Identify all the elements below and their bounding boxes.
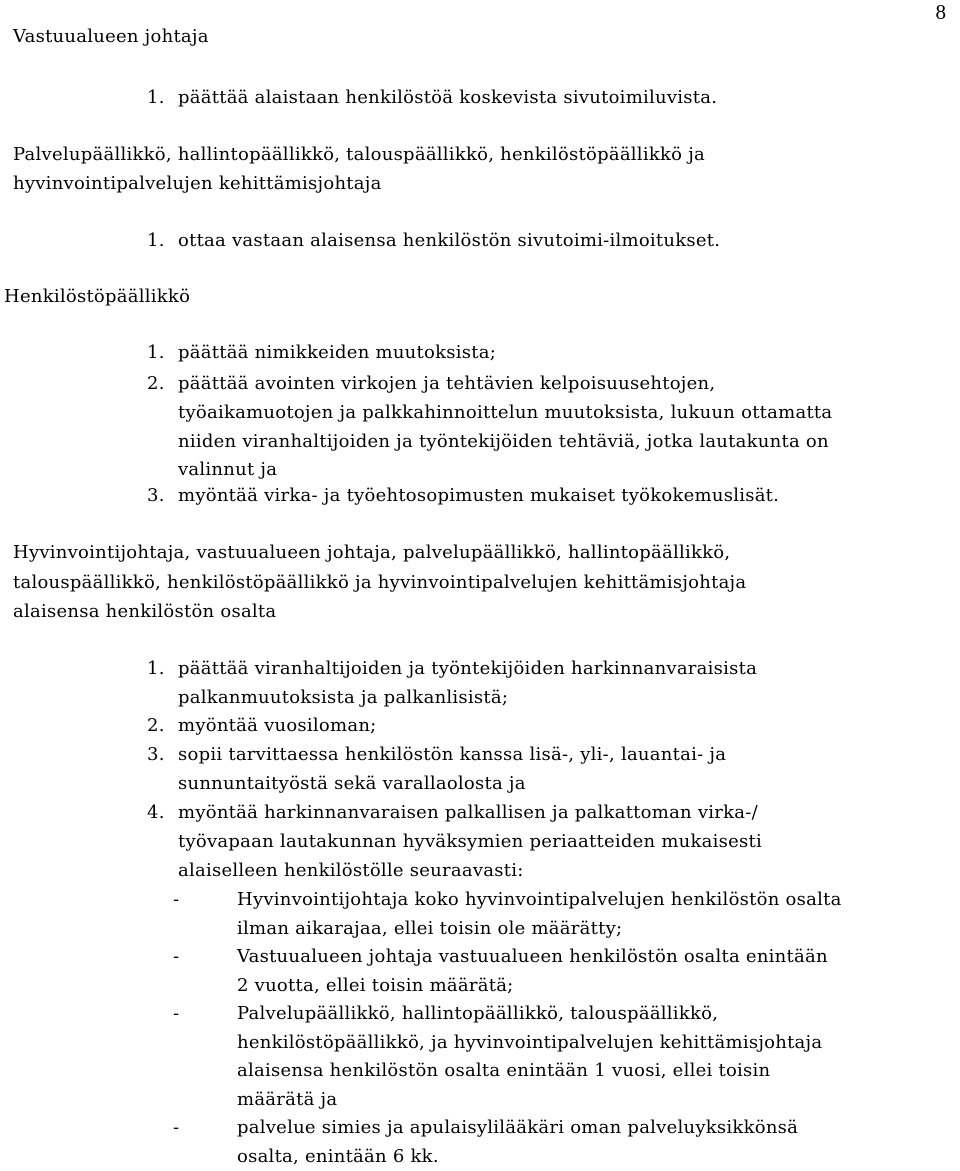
item-number: 2.	[147, 373, 165, 394]
item-number: 3.	[147, 744, 165, 765]
item-text: päättää viranhaltijoiden ja työntekijöiden harkinnanvaraisista	[178, 658, 758, 679]
sub-item-text: 2 vuotta, ellei toisin määrätä;	[237, 975, 514, 996]
item-number: 1.	[147, 230, 165, 251]
sub-item-dash: -	[173, 889, 180, 910]
heading-palvelupaallikko-line-1: Palvelupäällikkö, hallintopäällikkö, talouspäällikkö, henkilöstöpäällikkö ja	[13, 144, 706, 165]
sub-item-text: Palvelupäällikkö, hallintopäällikkö, talouspäällikkö,	[237, 1003, 719, 1024]
sub-item-dash: -	[173, 1003, 180, 1024]
sub-item-text: Vastuualueen johtaja vastuualueen henkilöstön osalta enintään	[237, 946, 828, 967]
item-text: päättää alaistaan henkilöstöä koskevista sivutoimiluvista.	[178, 87, 718, 108]
item-number: 3.	[147, 485, 165, 506]
item-text: myöntää vuosiloman;	[178, 715, 377, 736]
item-text: ottaa vastaan alaisensa henkilöstön sivutoimi-ilmoitukset.	[178, 230, 721, 251]
item-number: 1.	[147, 342, 165, 363]
item-number: 4.	[147, 802, 165, 823]
item-text: palkanmuutoksista ja palkanlisistä;	[178, 687, 509, 708]
heading-henkilostopaallikko: Henkilöstöpäällikkö	[4, 286, 191, 307]
sub-item-dash: -	[173, 1117, 180, 1138]
item-text: sopii tarvittaessa henkilöstön kanssa lisä-, yli-, lauantai- ja	[178, 744, 727, 765]
item-number: 2.	[147, 715, 165, 736]
item-text: päättää nimikkeiden muutoksista;	[178, 342, 497, 363]
sub-item-text: henkilöstöpäällikkö, ja hyvinvointipalvelujen kehittämisjohtaja	[237, 1032, 823, 1053]
item-text: valinnut ja	[178, 459, 278, 480]
heading-vastuualueen-johtaja: Vastuualueen johtaja	[13, 26, 209, 47]
sub-item-text: alaisensa henkilöstön osalta enintään 1 vuosi, ellei toisin	[237, 1060, 771, 1081]
sub-item-text: ilman aikarajaa, ellei toisin ole määrätty;	[237, 918, 623, 939]
item-number: 1.	[147, 87, 165, 108]
sub-item-dash: -	[173, 946, 180, 967]
item-text: työvapaan lautakunnan hyväksymien periaatteiden mukaisesti	[178, 831, 763, 852]
item-text: myöntää virka- ja työehtosopimusten mukaiset työkokemuslisät.	[178, 485, 780, 506]
sub-item-text: Hyvinvointijohtaja koko hyvinvointipalvelujen henkilöstön osalta	[237, 889, 842, 910]
item-text: työaikamuotojen ja palkkahinnoittelun muutoksista, lukuun ottamatta	[178, 402, 833, 423]
heading-hyvinvointijohtaja-line-3: alaisensa henkilöstön osalta	[13, 601, 277, 622]
item-text: myöntää harkinnanvaraisen palkallisen ja palkattoman virka-/	[178, 802, 758, 823]
item-text: niiden viranhaltijoiden ja työntekijöiden tehtäviä, jotka lautakunta on	[178, 431, 829, 452]
item-number: 1.	[147, 658, 165, 679]
heading-hyvinvointijohtaja-line-1: Hyvinvointijohtaja, vastuualueen johtaja, palvelupäällikkö, hallintopäällikkö,	[13, 542, 731, 563]
sub-item-text: määrätä ja	[237, 1089, 338, 1110]
item-text: päättää avointen virkojen ja tehtävien kelpoisuusehtojen,	[178, 373, 716, 394]
sub-item-text: palvelue simies ja apulaisylilääkäri oman palveluyksikkönsä	[237, 1117, 799, 1138]
page-number: 8	[935, 0, 946, 24]
heading-hyvinvointijohtaja-line-2: talouspäällikkö, henkilöstöpäällikkö ja hyvinvointipalvelujen kehittämisjohtaja	[13, 572, 747, 593]
sub-item-text: osalta, enintään 6 kk.	[237, 1146, 439, 1167]
item-text: alaiselleen henkilöstölle seuraavasti:	[178, 860, 524, 881]
item-text: sunnuntaityöstä sekä varallaolosta ja	[178, 773, 526, 794]
heading-palvelupaallikko-line-2: hyvinvointipalvelujen kehittämisjohtaja	[13, 173, 382, 194]
